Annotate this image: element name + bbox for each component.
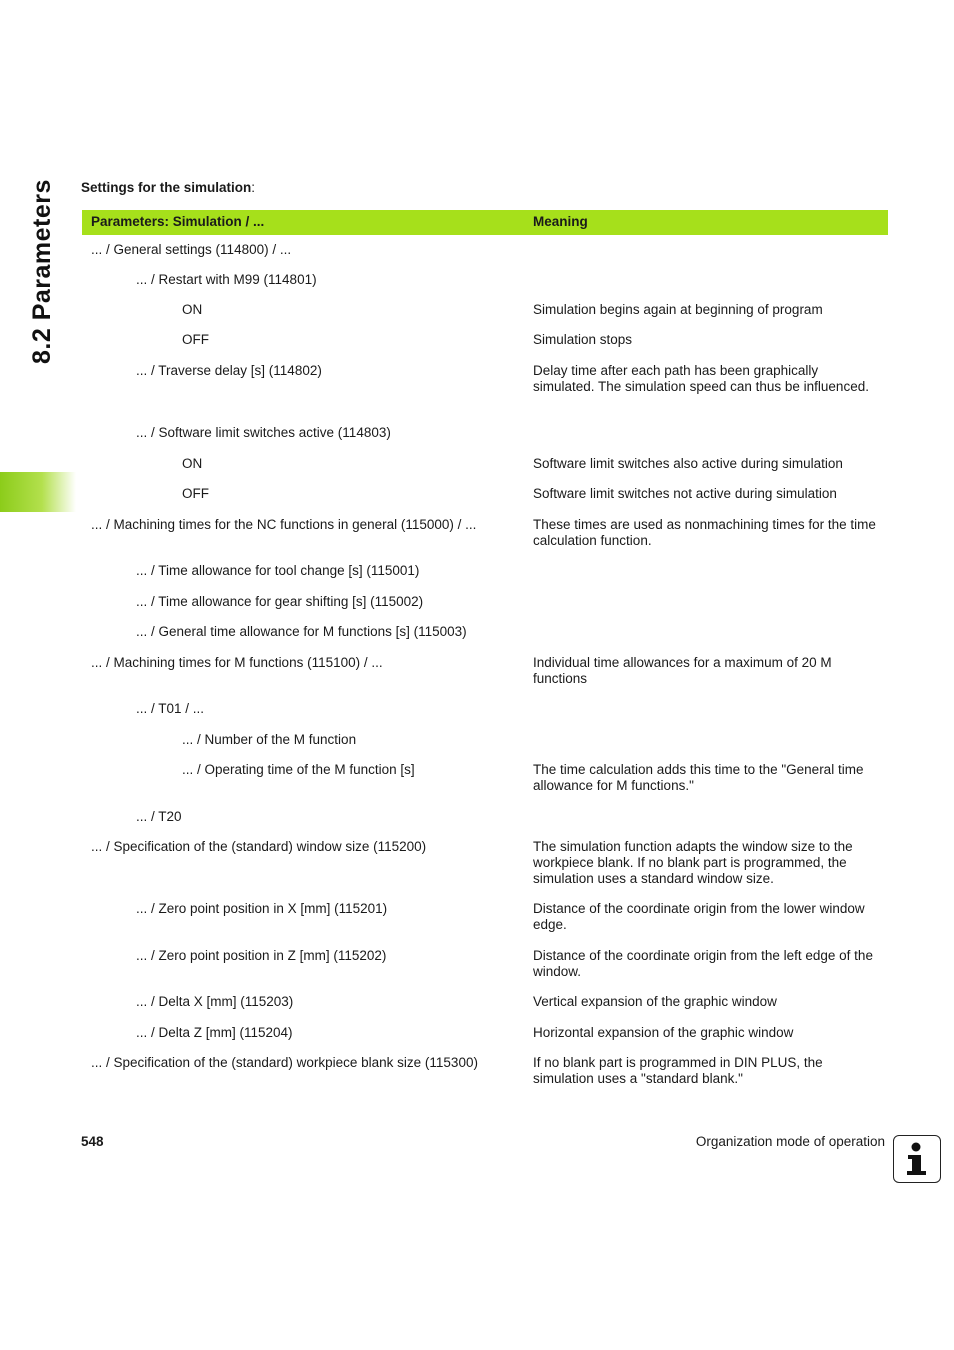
info-glyph <box>894 1136 939 1181</box>
param-cell: ... / T01 / ... <box>136 701 205 716</box>
param-cell: ... / Zero point position in Z [mm] (115202) <box>136 948 387 963</box>
meaning-cell: Vertical expansion of the graphic window <box>533 994 777 1009</box>
param-cell: ... / Specification of the (standard) workpiece blank size (115300) <box>91 1055 478 1070</box>
param-cell: ON <box>182 456 203 471</box>
meaning-cell: Simulation begins again at beginning of program <box>533 302 823 317</box>
meaning-cell: Distance of the coordinate origin from the lower window edge. <box>533 901 865 932</box>
meaning-cell: Software limit switches also active during simulation <box>533 456 843 471</box>
meaning-cell: Delay time after each path has been graphically simulated. The simulation speed can thus be influenced. <box>533 363 869 394</box>
param-cell: ... / Software limit switches active (114803) <box>136 425 391 440</box>
param-cell: ON <box>182 302 203 317</box>
param-cell: ... / Restart with M99 (114801) <box>136 272 317 287</box>
param-cell: ... / General settings (114800) / ... <box>91 242 292 257</box>
param-cell: ... / Machining times for M functions (115100) / ... <box>91 655 383 670</box>
page-number: 548 <box>81 1134 104 1149</box>
meaning-cell: The simulation function adapts the window size to the workpiece blank. If no blank part is programmed, the simulation uses a standard window size. <box>533 839 853 886</box>
param-cell: ... / Traverse delay [s] (114802) <box>136 363 322 378</box>
meaning-cell: If no blank part is programmed in DIN PLUS, the simulation uses a "standard blank." <box>533 1055 823 1086</box>
intro-suffix: : <box>251 180 256 195</box>
param-cell: ... / Operating time of the M function [s] <box>182 762 415 777</box>
param-cell: ... / Machining times for the NC functions in general (115000) / ... <box>91 517 477 532</box>
param-cell: ... / Delta X [mm] (115203) <box>136 994 294 1009</box>
param-cell: ... / Specification of the (standard) window size (115200) <box>91 839 427 854</box>
section-tab-marker <box>0 472 76 512</box>
meaning-cell: Individual time allowances for a maximum of 20 M functions <box>533 655 832 686</box>
param-cell: ... / Zero point position in X [mm] (115201) <box>136 901 388 916</box>
meaning-cell: The time calculation adds this time to the "General time allowance for M functions." <box>533 762 864 793</box>
header-meaning: Meaning <box>533 214 588 229</box>
info-icon[interactable] <box>893 1135 941 1183</box>
footer-chapter: Organization mode of operation <box>695 1134 885 1149</box>
meaning-cell: Horizontal expansion of the graphic window <box>533 1025 794 1040</box>
meaning-cell: Distance of the coordinate origin from the left edge of the window. <box>533 948 873 979</box>
intro-bold: Settings for the simulation <box>81 180 252 195</box>
meaning-cell: Simulation stops <box>533 332 633 347</box>
param-cell: ... / T20 <box>136 809 182 824</box>
meaning-cell: These times are used as nonmachining times for the time calculation function. <box>533 517 876 548</box>
intro-heading <box>81 180 255 195</box>
param-cell: ... / Time allowance for gear shifting [s] (115002) <box>136 594 424 609</box>
header-parameters: Parameters: Simulation / ... <box>91 214 265 229</box>
param-cell: ... / Time allowance for tool change [s] (115001) <box>136 563 420 578</box>
table-header <box>82 210 888 235</box>
param-cell: ... / Number of the M function <box>182 732 357 747</box>
section-side-title: 8.2 Parameters <box>28 179 56 364</box>
param-cell: OFF <box>182 332 209 347</box>
param-cell: ... / Delta Z [mm] (115204) <box>136 1025 293 1040</box>
param-cell: ... / General time allowance for M functions [s] (115003) <box>136 624 467 639</box>
param-cell: OFF <box>182 486 209 501</box>
meaning-cell: Software limit switches not active during simulation <box>533 486 837 501</box>
